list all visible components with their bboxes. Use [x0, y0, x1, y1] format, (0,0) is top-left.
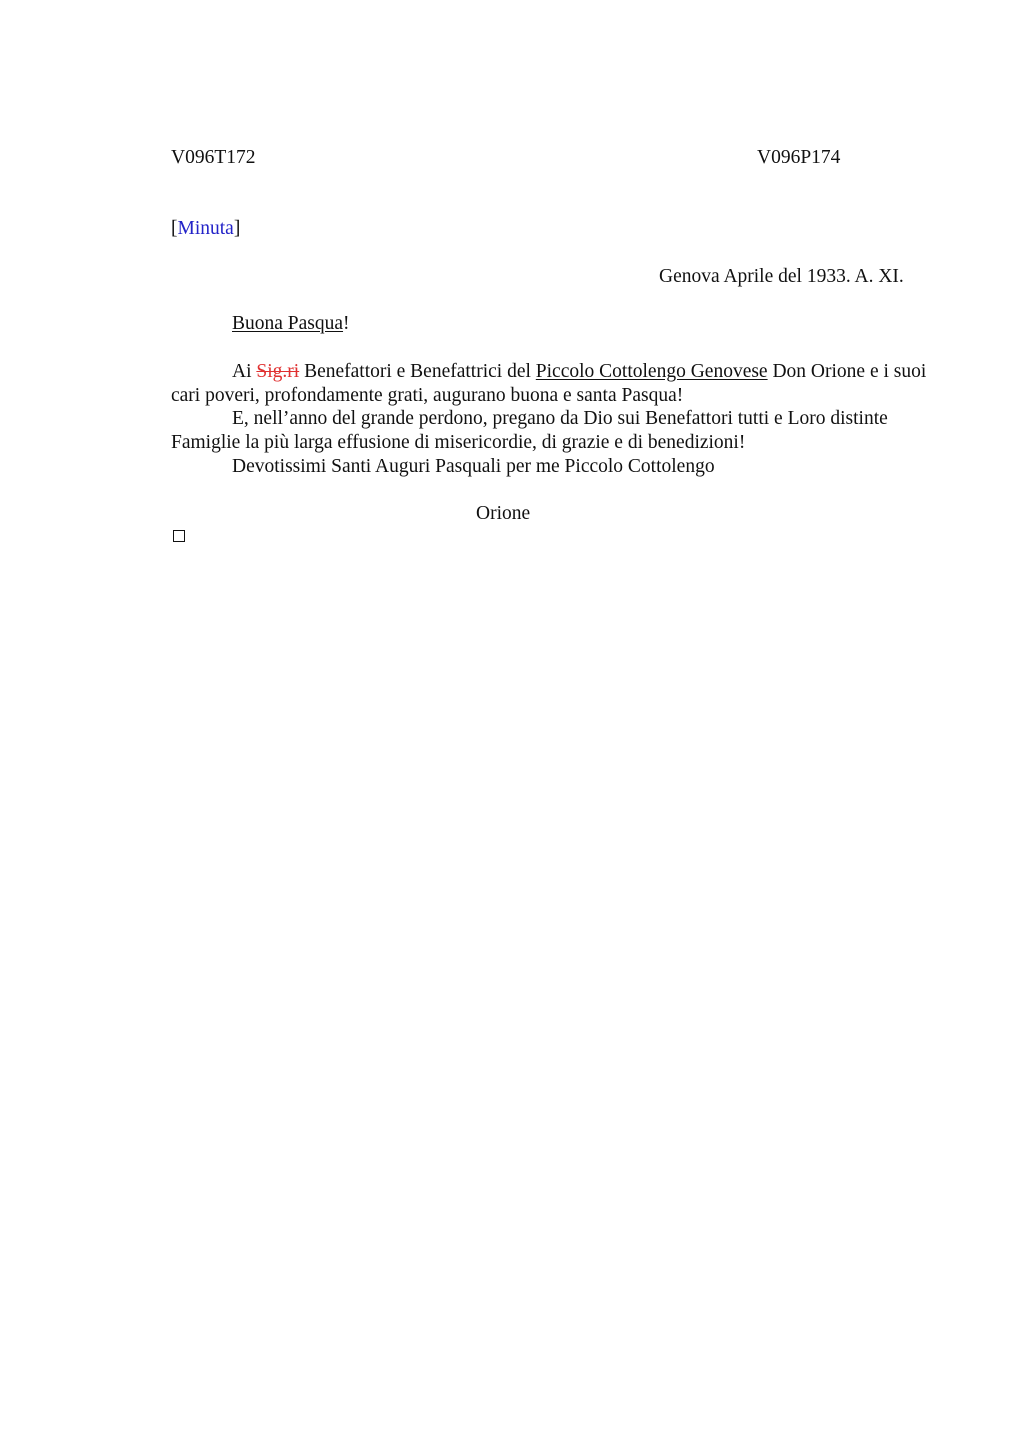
paragraph-1 [171, 360, 931, 407]
paragraph-1-part-3: Don Orione e i suoi cari poveri, profondamente grati, augurano buona e santa Pasqua! [171, 361, 927, 406]
bracket-close: ] [233, 218, 241, 239]
paragraph-1-part-1: Ai [232, 361, 257, 382]
minuta-label: Minuta [177, 218, 234, 239]
paragraph-2: E, nell’anno del grande perdono, pregano da Dio sui Benefattori tutti e Loro distinte Famiglie la più larga effusione di misericordie, di grazie e di benedizioni! [171, 408, 888, 454]
minuta-note [171, 217, 240, 241]
empty-square-icon [173, 530, 185, 542]
greeting-punct: ! [343, 313, 350, 334]
greeting [232, 312, 350, 336]
document-code-left: V096T172 [171, 147, 256, 168]
date-line: Genova Aprile del 1933. A. XI. [659, 266, 904, 287]
paragraph-3: Devotissimi Santi Auguri Pasquali per me Piccolo Cottolengo [232, 455, 715, 477]
greeting-text: Buona Pasqua [232, 313, 344, 334]
signature: Orione [476, 503, 531, 524]
struck-text: Sig.ri [256, 361, 300, 382]
document-code-right: V096P174 [757, 147, 841, 168]
underlined-institution: Piccolo Cottolengo Genovese [535, 361, 768, 382]
bracket-open: [ [171, 218, 178, 239]
letter-body [171, 360, 931, 479]
paragraph-1-part-2: Benefattori e Benefattrici del [299, 361, 536, 382]
